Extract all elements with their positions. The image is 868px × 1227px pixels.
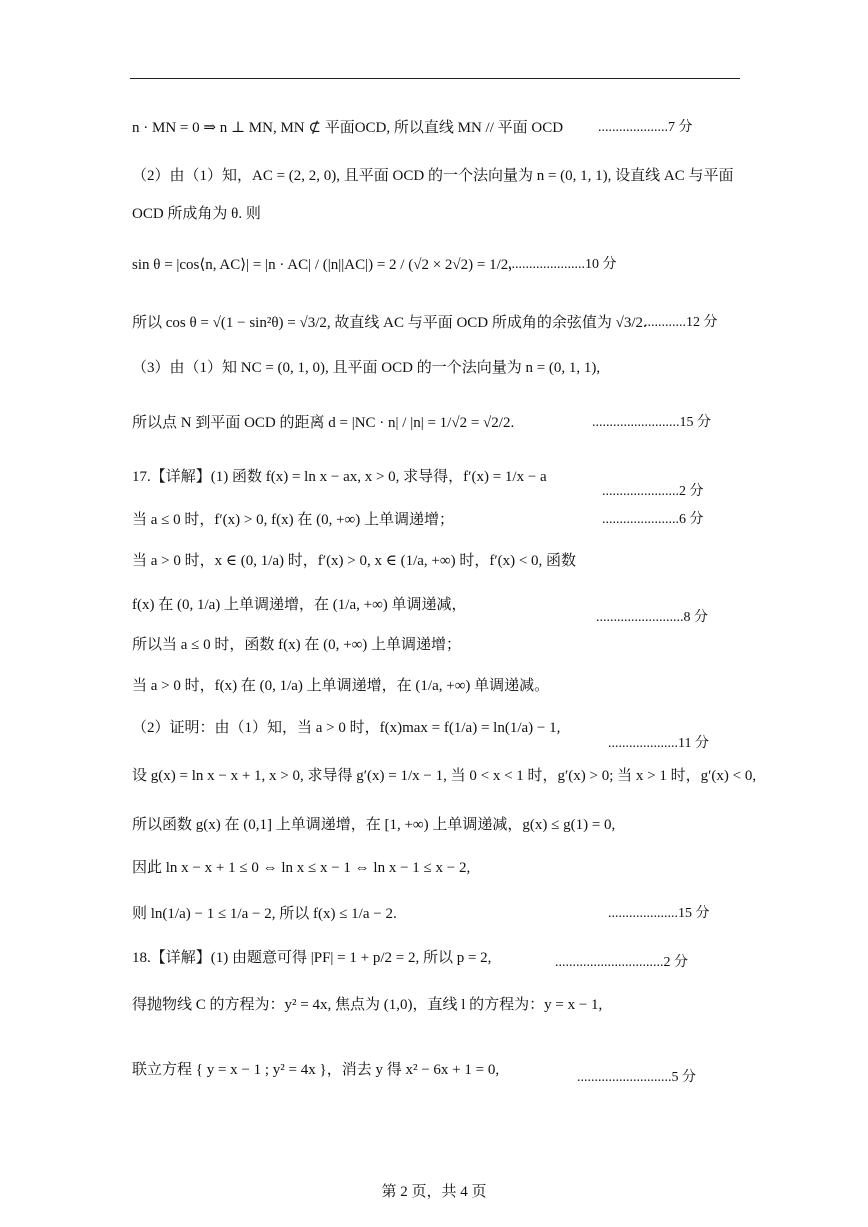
text-line: 所以点 N 到平面 OCD 的距离 d = |NC · n| / |n| = 1/√2 = √2/2.: [132, 415, 515, 431]
text-line: （2）证明：由（1）知，当 a > 0 时，f(x)max = f(1/a) = ln(1/a) − 1,: [132, 720, 561, 736]
score-mark: ....................11 分: [608, 736, 709, 751]
text-line: （3）由（1）知 NC = (0, 1, 0), 且平面 OCD 的一个法向量为 n = (0, 1, 1),: [132, 360, 601, 376]
text-line: 则 ln(1/a) − 1 ≤ 1/a − 2, 所以 f(x) ≤ 1/a − 2.: [132, 906, 397, 922]
score-mark: ....................7 分: [598, 120, 693, 135]
score-mark: ...............................2 分: [555, 955, 688, 970]
text-line: 因此 ln x − x + 1 ≤ 0 ⇔ ln x ≤ x − 1 ⇔ ln x − 1 ≤ x − 2,: [132, 860, 471, 876]
score-mark: .........................15 分: [592, 415, 711, 430]
page-footer: 第 2 页，共 4 页: [381, 1184, 487, 1200]
text-line: n · MN = 0 ⇒ n ⊥ MN, MN ⊄ 平面OCD, 所以直线 MN // 平面 OCD: [132, 120, 564, 136]
score-mark: ....................15 分: [608, 906, 710, 921]
score-mark: .........................8 分: [596, 610, 708, 625]
text-line: 所以函数 g(x) 在 (0,1] 上单调递增，在 [1, +∞) 上单调递减，g(x) ≤ g(1) = 0,: [132, 817, 616, 833]
text-line: 18.【详解】(1) 由题意可得 |PF| = 1 + p/2 = 2, 所以 p = 2,: [132, 950, 492, 966]
text-line: （2）由（1）知，AC = (2, 2, 0), 且平面 OCD 的一个法向量为 n = (0, 1, 1), 设直线 AC 与平面: [132, 168, 734, 184]
text-line: 联立方程 { y = x − 1 ; y² = 4x }，消去 y 得 x² − 6x + 1 = 0,: [132, 1062, 500, 1078]
text-line: sin θ = |cos⟨n, AC⟩| = |n · AC| / (|n||AC|) = 2 / (√2 × 2√2) = 1/2,: [132, 257, 513, 273]
text-line: f(x) 在 (0, 1/a) 上单调递增，在 (1/a, +∞) 单调递减，: [132, 597, 467, 613]
text-line: 当 a > 0 时，f(x) 在 (0, 1/a) 上单调递增，在 (1/a, +∞) 单调递减。: [132, 678, 550, 694]
text-line: 当 a > 0 时，x ∈ (0, 1/a) 时，f′(x) > 0, x ∈ (1/a, +∞) 时，f′(x) < 0, 函数: [132, 553, 577, 569]
text-line: 17.【详解】(1) 函数 f(x) = ln x − ax, x > 0, 求导得，f′(x) = 1/x − a: [132, 469, 547, 485]
text-line: OCD 所成角为 θ. 则: [132, 206, 261, 222]
score-mark: ......................6 分: [602, 512, 704, 527]
text-line: 当 a ≤ 0 时，f′(x) > 0, f(x) 在 (0, +∞) 上单调递增；: [132, 512, 454, 528]
score-mark: ......................10 分: [508, 257, 617, 272]
score-mark: ............12 分: [644, 315, 718, 330]
score-mark: ...........................5 分: [577, 1070, 696, 1085]
text-line: 设 g(x) = ln x − x + 1, x > 0, 求导得 g′(x) = 1/x − 1, 当 0 < x < 1 时，g′(x) > 0; 当 x > 1 时，g′(x) < 0,: [132, 768, 757, 784]
text-line: 所以 cos θ = √(1 − sin²θ) = √3/2, 故直线 AC 与平面 OCD 所成角的余弦值为 √3/2.: [132, 315, 647, 331]
score-mark: ......................2 分: [602, 484, 704, 499]
text-line: 所以当 a ≤ 0 时，函数 f(x) 在 (0, +∞) 上单调递增；: [132, 637, 462, 653]
header-rule: [130, 78, 740, 79]
text-line: 得抛物线 C 的方程为：y² = 4x, 焦点为 (1,0)，直线 l 的方程为：y = x − 1,: [132, 997, 603, 1013]
